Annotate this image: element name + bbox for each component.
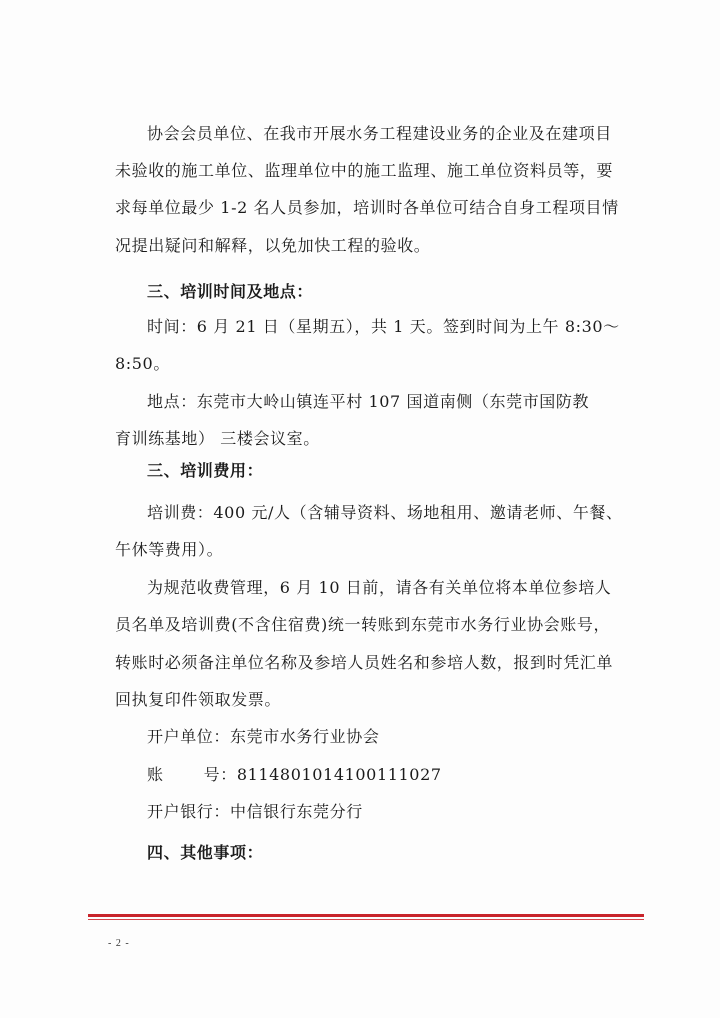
time-line: 时间：6 月 21 日（星期五），共 1 天。签到时间为上午 8:30～ xyxy=(147,317,620,336)
section-heading-fee: 三、培训费用： xyxy=(147,461,264,480)
paragraph-line: 求每单位最少 1-2 名人员参加，培训时各单位可结合自身工程项目情 xyxy=(115,198,619,217)
section-heading-time-place: 三、培训时间及地点： xyxy=(147,282,314,301)
account-number-label-end: 号： xyxy=(203,765,237,784)
paragraph-line: 协会会员单位、在我市开展水务工程建设业务的企业及在建项目 xyxy=(147,124,612,143)
account-holder-label: 开户单位： xyxy=(147,727,231,746)
fee-line: 培训费：400 元/人（含辅导资料、场地租用、邀请老师、午餐、 xyxy=(147,503,623,522)
account-number-label-start: 账 xyxy=(147,765,164,784)
place-line: 育训练基地） 三楼会议室。 xyxy=(115,429,320,448)
page-number: - 2 - xyxy=(108,938,130,949)
paragraph-line: 况提出疑问和解释，以免加快工程的验收。 xyxy=(115,236,431,255)
account-holder-value: 东莞市水务行业协会 xyxy=(230,727,380,746)
bank-row xyxy=(147,802,363,822)
account-number-row xyxy=(147,765,442,785)
time-line: 8:50。 xyxy=(115,354,170,373)
bank-value: 中信银行东莞分行 xyxy=(230,802,363,821)
paragraph-line: 未验收的施工单位、监理单位中的施工监理、施工单位资料员等，要 xyxy=(115,161,614,180)
section-heading-other: 四、其他事项： xyxy=(147,843,264,862)
payment-line: 转账时必须备注单位名称及参培人员姓名和参培人数，报到时凭汇单 xyxy=(115,653,614,672)
account-number-value: 8114801014100111027 xyxy=(236,765,442,784)
payment-line: 员名单及培训费(不含住宿费)统一转账到东莞市水务行业协会账号， xyxy=(115,615,611,634)
payment-line: 为规范收费管理，6 月 10 日前，请各有关单位将本单位参培人 xyxy=(147,578,612,597)
place-line: 地点：东莞市大岭山镇连平村 107 国道南侧（东莞市国防教 xyxy=(147,392,590,411)
fee-line: 午休等费用）。 xyxy=(115,540,224,559)
footer-rule-thin xyxy=(88,919,644,920)
payment-line: 回执复印件领取发票。 xyxy=(115,690,282,709)
bank-label: 开户银行： xyxy=(147,802,231,821)
account-holder-row xyxy=(147,727,379,747)
footer-rule xyxy=(88,914,644,917)
